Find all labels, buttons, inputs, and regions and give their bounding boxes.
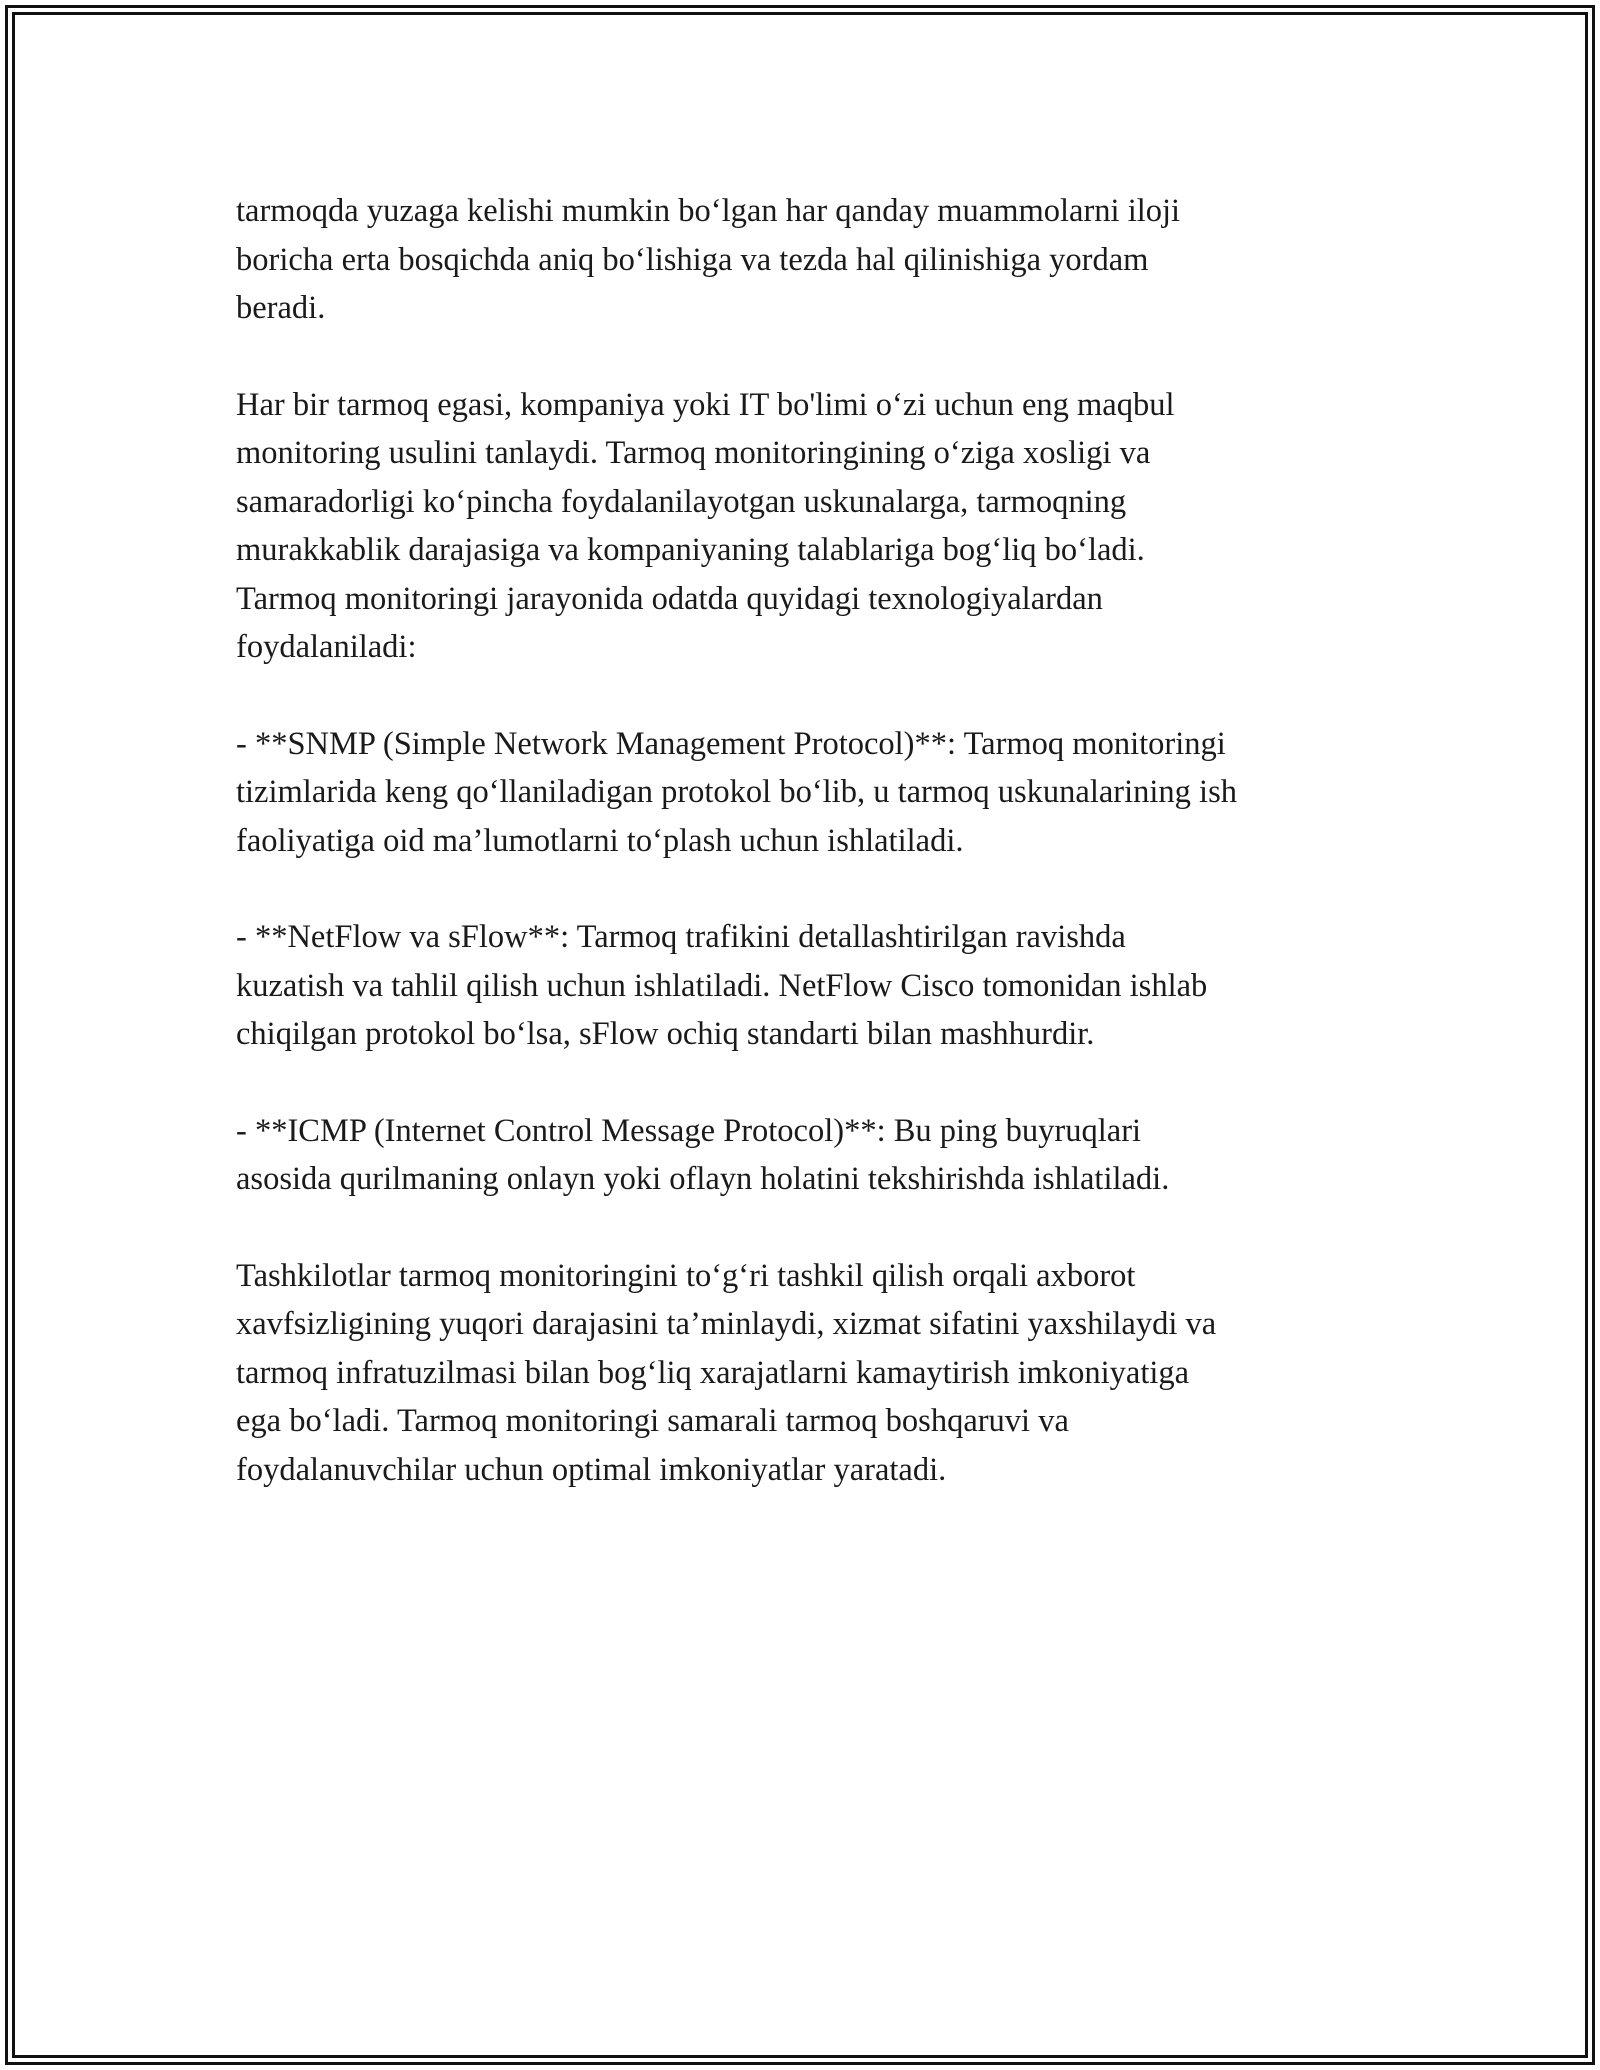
text-line: Har bir tarmoq egasi, kompaniya yoki IT bo'limi o‘zi uchun eng maqbul [236, 386, 1175, 423]
paragraph-monitoring-methods [236, 381, 1386, 672]
text-line: monitoring usulini tanlaydi. Tarmoq monitoringining o‘ziga xosligi va [236, 435, 1151, 471]
text-line: asosida qurilmaning onlayn yoki oflayn holatini tekshirishda ishlatiladi. [236, 1161, 1170, 1197]
text-line: boricha erta bosqichda aniq bo‘lishiga va tezda hal qilinishiga yordam [236, 241, 1149, 278]
text-line: Tashkilotlar tarmoq monitoringini to‘g‘ri tashkil qilish orqali axborot [236, 1257, 1136, 1294]
paragraph-snmp [236, 720, 1386, 866]
text-line: - **NetFlow va sFlow**: Tarmoq trafikini detallashtirilgan ravishda [236, 919, 1126, 955]
text-line: tarmoqda yuzaga kelishi mumkin bo‘lgan har qanday muammolarni iloji [236, 193, 1181, 229]
text-line: tarmoq infratuzilmasi bilan bog‘liq xarajatlarni kamaytirish imkoniyatiga [236, 1354, 1190, 1391]
document-body [236, 187, 1386, 1494]
paragraph-icmp [236, 1107, 1386, 1204]
text-line: - **SNMP (Simple Network Management Protocol)**: Tarmoq monitoringi [236, 725, 1226, 762]
paragraph-conclusion [236, 1252, 1386, 1495]
paragraph-netflow-sflow [236, 913, 1386, 1059]
text-line: kuzatish va tahlil qilish uchun ishlatiladi. NetFlow Cisco tomonidan ishlab [236, 967, 1208, 1004]
text-line: - **ICMP (Internet Control Message Protocol)**: Bu ping buyruqlari [236, 1112, 1142, 1149]
text-line: beradi. [236, 290, 326, 326]
text-line: tizimlarida keng qo‘llaniladigan protokol bo‘lib, u tarmoq uskunalarining ish [236, 774, 1237, 810]
text-line: foydalaniladi: [236, 629, 417, 665]
text-line: ega bo‘ladi. Tarmoq monitoringi samarali tarmoq boshqaruvi va [236, 1403, 1069, 1439]
text-line: faoliyatiga oid ma’lumotlarni to‘plash uchun ishlatiladi. [236, 822, 964, 859]
text-line: murakkablik darajasiga va kompaniyaning talablariga bog‘liq bo‘ladi. [236, 532, 1145, 568]
text-line: Tarmoq monitoringi jarayonida odatda quyidagi texnologiyalardan [236, 580, 1103, 617]
text-line: foydalanuvchilar uchun optimal imkoniyatlar yaratadi. [236, 1451, 947, 1488]
text-line: xavfsizligining yuqori darajasini ta’minlaydi, xizmat sifatini yaxshilaydi va [236, 1306, 1217, 1342]
paragraph-intro-continuation [236, 187, 1386, 333]
text-line: samaradorligi ko‘pincha foydalanilayotgan uskunalarga, tarmoqning [236, 483, 1127, 520]
text-line: chiqilgan protokol bo‘lsa, sFlow ochiq standarti bilan mashhurdir. [236, 1016, 1095, 1052]
